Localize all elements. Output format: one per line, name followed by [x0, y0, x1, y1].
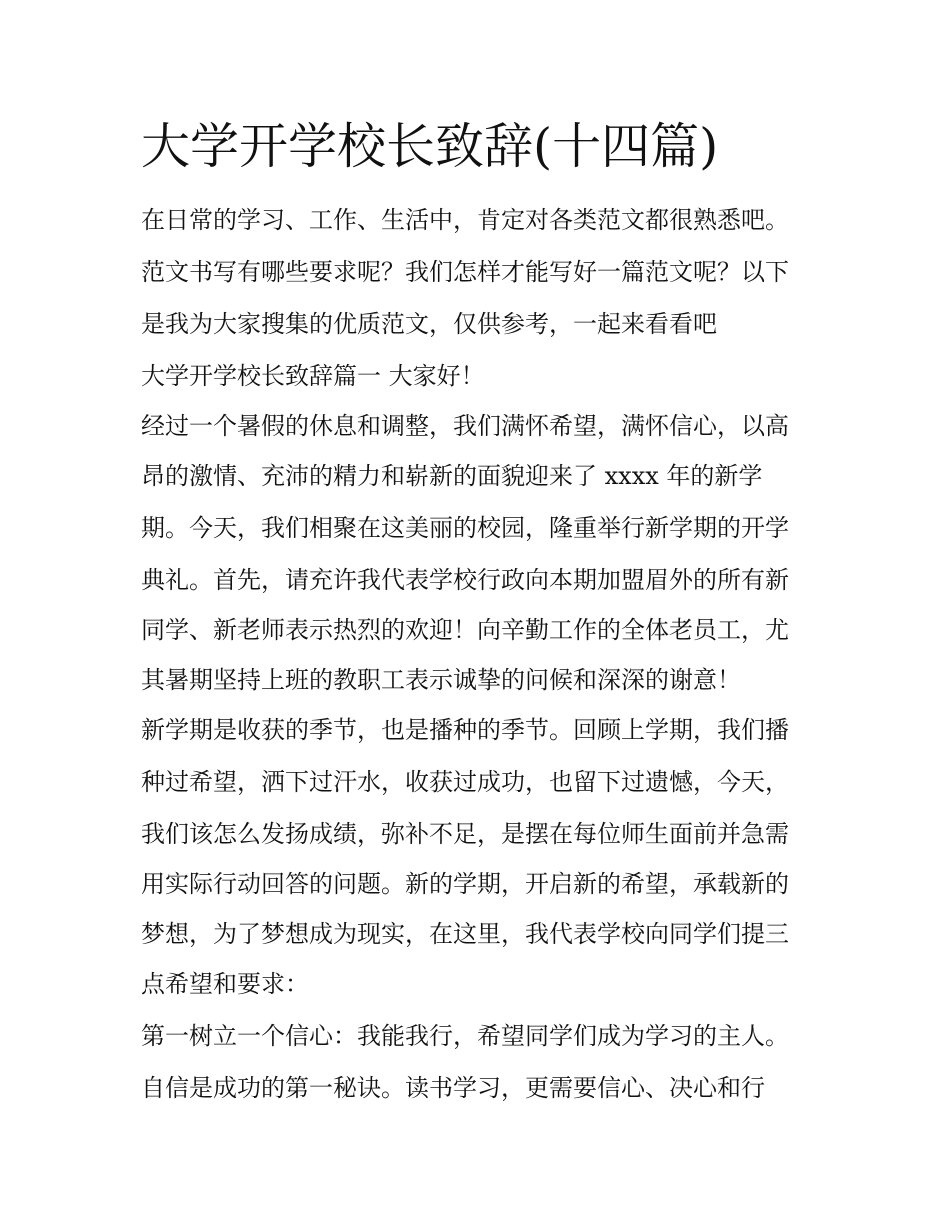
- text-line: 同学、新老师表示热烈的欢迎！向辛勤工作的全体老员工，尤: [141, 616, 789, 644]
- text-line: 其暑期坚持上班的教职工表示诚挚的问候和深深的谢意！: [141, 666, 741, 694]
- text-line: 范文书写有哪些要求呢？我们怎样才能写好一篇范文呢？以下: [141, 258, 789, 286]
- text-line: 种过希望，洒下过汗水，收获过成功，也留下过遗憾，今天，: [141, 768, 789, 796]
- text-line: 梦想，为了梦想成为现实，在这里，我代表学校向同学们提三: [141, 920, 789, 948]
- text-line: 新学期是收获的季节，也是播种的季节。回顾上学期，我们播: [141, 716, 789, 744]
- text-line: 在日常的学习、工作、生活中，肯定对各类范文都很熟悉吧。: [141, 206, 789, 234]
- text-line: 用实际行动回答的问题。新的学期，开启新的希望，承载新的: [141, 870, 789, 898]
- text-line: 自信是成功的第一秘诀。读书学习，更需要信心、决心和行: [141, 1074, 765, 1102]
- text-line: 期。今天，我们相聚在这美丽的校园，隆重举行新学期的开学: [141, 514, 789, 542]
- text-line: 是我为大家搜集的优质范文，仅供参考，一起来看看吧: [141, 310, 717, 338]
- text-line: 点希望和要求：: [141, 970, 309, 998]
- text-line: 典礼。首先，请充许我代表学校行政向本期加盟眉外的所有新: [141, 566, 789, 594]
- text-line: 第一树立一个信心：我能我行，希望同学们成为学习的主人。: [141, 1022, 789, 1050]
- text-line: 昂的激情、充沛的精力和崭新的面貌迎来了 xxxx 年的新学: [141, 462, 763, 490]
- text-line: 经过一个暑假的休息和调整，我们满怀希望，满怀信心，以高: [141, 412, 789, 440]
- text-line: 大学开学校长致辞篇一 大家好！: [141, 362, 485, 390]
- document-title: 大学开学校长致辞(十四篇): [141, 118, 719, 175]
- text-line: 我们该怎么发扬成绩，弥补不足，是摆在每位师生面前并急需: [141, 820, 789, 848]
